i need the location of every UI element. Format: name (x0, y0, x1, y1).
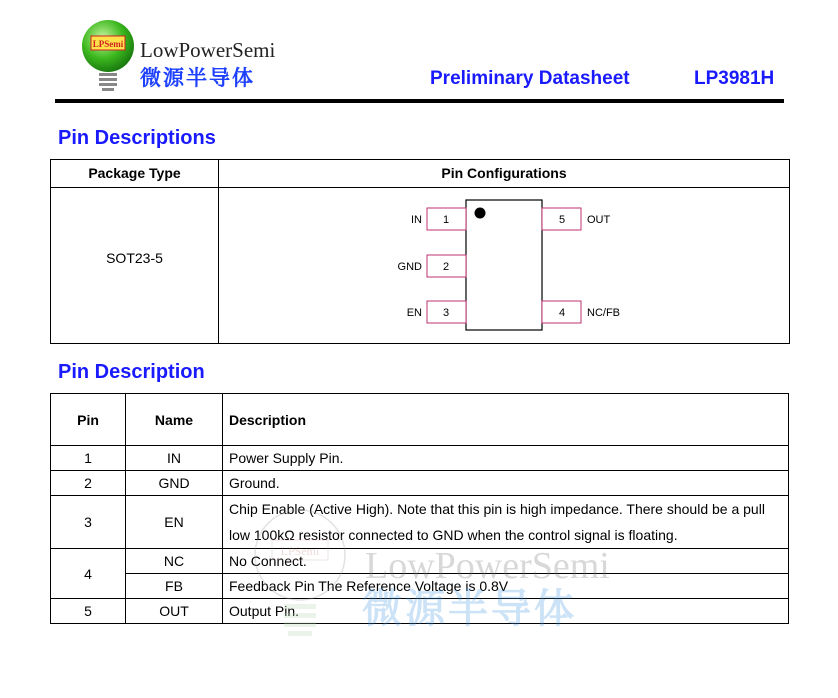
pin-cell: 5 (51, 599, 126, 624)
pin-cell: 3 (51, 496, 126, 549)
name-cell: GND (126, 471, 223, 496)
header-package-type: Package Type (88, 165, 181, 181)
table-row (51, 496, 789, 549)
pin-label: GND (397, 261, 422, 273)
header-pin: Pin (51, 394, 126, 446)
watermark-badge-text: LPSemi (280, 544, 320, 558)
watermark-company-cn: 微源半导体 (362, 587, 577, 631)
company-name-en: LowPowerSemi (140, 38, 276, 62)
header-name: Name (126, 394, 223, 446)
pin-description-table (50, 393, 789, 624)
section-title-pin-description: Pin Description (58, 361, 205, 383)
chip-body (466, 200, 542, 330)
section-title-pin-descriptions: Pin Descriptions (58, 127, 216, 149)
company-logo (78, 18, 278, 100)
pin-number: 4 (558, 307, 566, 319)
watermark-company-en: LowPowerSemi (365, 545, 610, 587)
pin-cell: 1 (51, 446, 126, 471)
name-cell: FB (126, 574, 223, 599)
name-cell: NC (126, 549, 223, 574)
table-row (51, 599, 789, 624)
pin-label: NC/FB (587, 307, 620, 319)
header-pin-configurations: Pin Configurations (441, 165, 567, 181)
description-cell: Power Supply Pin. (223, 446, 789, 471)
pin-label: OUT (587, 214, 611, 226)
table-row (51, 574, 789, 599)
pin-label: EN (406, 307, 422, 319)
table-row (51, 549, 789, 574)
pin-number: 3 (442, 307, 450, 319)
description-cell: Output Pin. (223, 599, 789, 624)
part-number: LP3981H (694, 68, 775, 89)
description-cell: No Connect. (223, 549, 789, 574)
company-name-cn: 微源半导体 (140, 67, 255, 90)
description-cell: Feedback Pin The Reference Voltage is 0.8V (223, 574, 789, 599)
header-divider (55, 99, 784, 103)
description-cell: Ground. (223, 471, 789, 496)
table-row (51, 471, 789, 496)
pin-cell: 2 (51, 471, 126, 496)
header-description: Description (223, 394, 789, 446)
package-value: SOT23-5 (106, 250, 163, 266)
pin1-marker-dot (475, 208, 486, 219)
name-cell: IN (126, 446, 223, 471)
table-row (51, 446, 789, 471)
name-cell: EN (126, 496, 223, 549)
name-cell: OUT (126, 599, 223, 624)
pin-number: 2 (442, 261, 450, 273)
document-title: Preliminary Datasheet (430, 68, 630, 89)
pin-configuration-diagram (219, 188, 789, 343)
lightbulb-logo-icon (78, 18, 140, 100)
package-table (50, 159, 790, 344)
pin-number: 5 (558, 214, 566, 226)
description-cell: Chip Enable (Active High). Note that this pin is high impedance. There should be a pull low 100kΩ resistor connected to GND when the control signal is floating. (223, 496, 789, 549)
pin-cell: 4 (51, 549, 126, 599)
table-header-row (51, 394, 789, 446)
logo-badge-text: LPSemi (92, 39, 124, 49)
pin-label: IN (411, 214, 422, 226)
pin-number: 1 (442, 214, 450, 226)
